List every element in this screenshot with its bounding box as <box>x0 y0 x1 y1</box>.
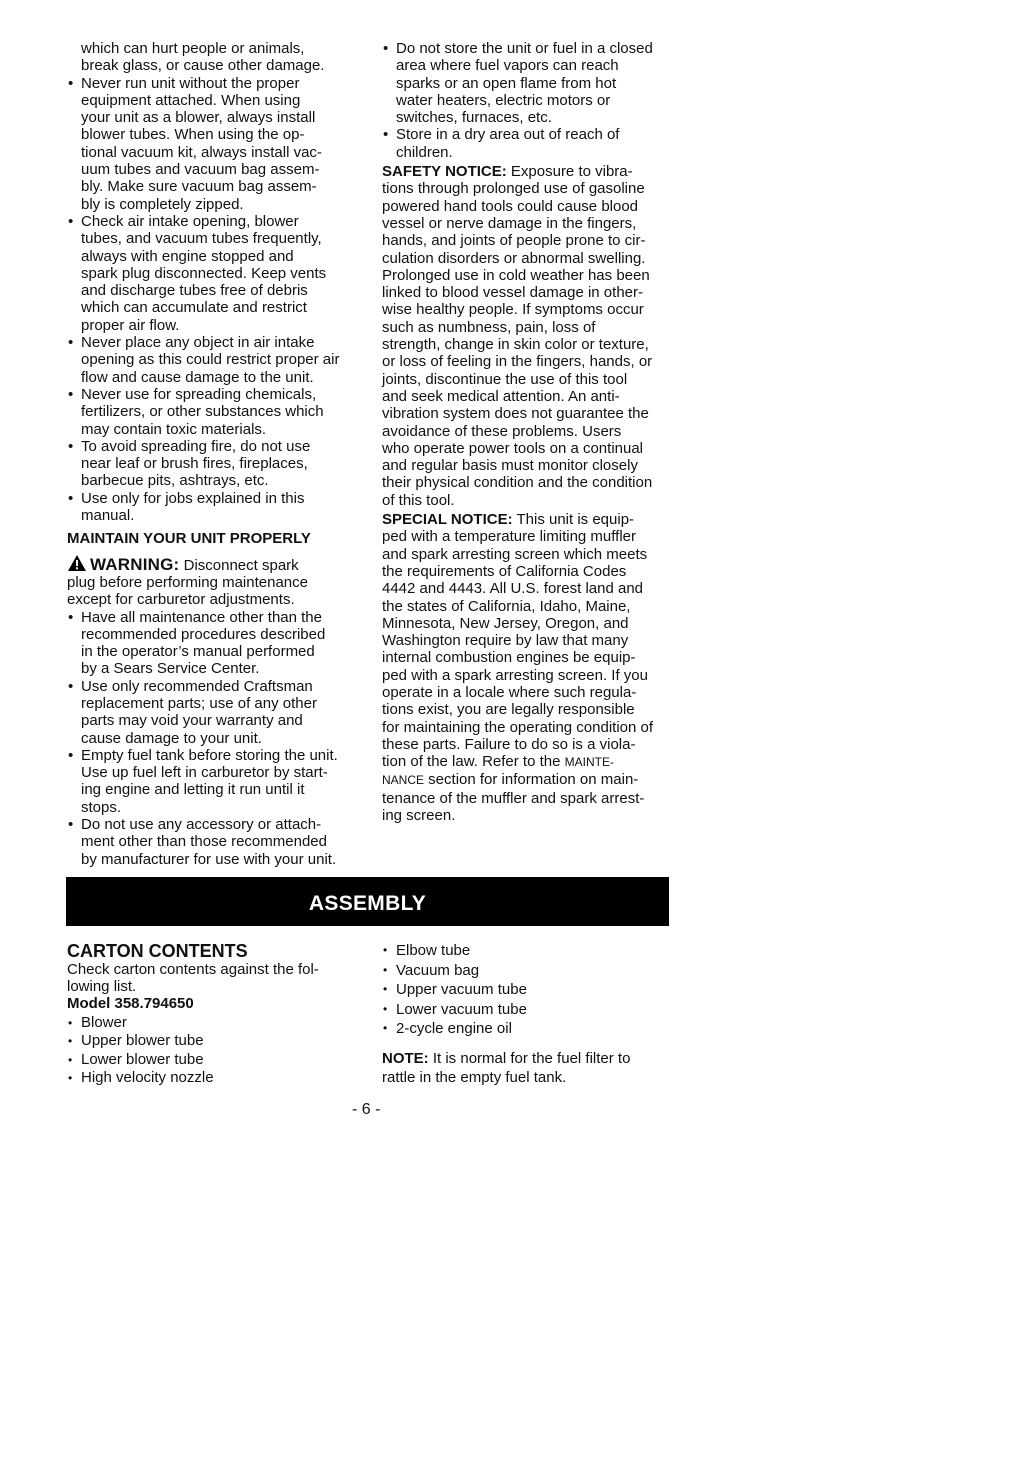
text-line: for maintaining the operating condition of <box>382 718 654 736</box>
text-line: • Empty fuel tank before storing the unit. <box>81 746 338 764</box>
maintenance-ref-2: NANCE <box>382 773 425 788</box>
warning-row <box>67 554 359 574</box>
text-line: or loss of feeling in the fingers, hands, or <box>382 353 653 371</box>
text-line: water heaters, electric motors or <box>396 91 611 109</box>
text-line: and seek medical attention. An anti- <box>382 387 620 405</box>
text-line: culation disorders or abnormal swelling. <box>382 249 646 267</box>
text-line: • Use only recommended Craftsman <box>81 677 313 695</box>
text-line: cause damage to your unit. <box>81 729 262 747</box>
text-line: manual. <box>81 507 135 525</box>
text-line: uum tubes and vacuum bag assem- <box>81 161 320 179</box>
safety-notice-label: SAFETY NOTICE: <box>382 163 507 181</box>
special-notice-label: SPECIAL NOTICE: <box>382 511 513 529</box>
text-line: It is normal for the fuel filter to <box>432 1049 631 1067</box>
text-line: recommended procedures described <box>81 625 326 643</box>
list-item: • Elbow tube <box>382 941 682 961</box>
text-line: switches, furnaces, etc. <box>396 109 552 127</box>
list-item: • Lower blower tube <box>67 1051 367 1070</box>
list-item: • Blower <box>67 1014 367 1033</box>
text-line: fertilizers, or other substances which <box>81 403 324 421</box>
text-line: and spark arresting screen which meets <box>382 545 648 563</box>
text-line: of this tool. <box>382 491 455 509</box>
list-item <box>67 609 359 678</box>
text-line: operate in a locale where such regula- <box>382 683 637 701</box>
text-line: near leaf or brush fires, fireplaces, <box>81 455 308 473</box>
text-line: their physical condition and the condition <box>382 474 653 492</box>
intro-line-2: break glass, or cause other damage. <box>81 57 325 75</box>
text-line: parts may void your warranty and <box>81 712 303 730</box>
assembly-banner: ASSEMBLY <box>66 877 669 926</box>
text-line: always with engine stopped and <box>81 247 294 265</box>
text-line: tional vacuum kit, always install vac- <box>81 143 322 161</box>
text-line: • Use only for jobs explained in this <box>81 489 305 507</box>
text-line: sparks or an open flame from hot <box>396 74 617 92</box>
text-line: bly. Make sure vacuum bag assem- <box>81 178 317 196</box>
text-line: may contain toxic materials. <box>81 420 267 438</box>
list-item: • Upper blower tube <box>67 1032 367 1051</box>
model-number: Model 358.794650 <box>67 995 194 1012</box>
text-line: the states of California, Idaho, Maine, <box>382 597 631 615</box>
text-line: and regular basis must monitor closely <box>382 457 638 475</box>
text-line: tions exist, you are legally responsible <box>382 701 635 719</box>
warning-text-1: Disconnect spark <box>183 556 299 574</box>
carton-contents-left <box>67 941 367 1088</box>
list-item <box>67 678 359 747</box>
text-line: tions through prolonged use of gasoline <box>382 180 645 198</box>
text-line: children. <box>396 143 453 161</box>
list-item <box>67 490 359 525</box>
text-line: the requirements of California Codes <box>382 562 627 580</box>
text-line: ing engine and letting it run until it <box>81 781 305 799</box>
list-item <box>382 126 674 161</box>
text-line: vessel or nerve damage in the fingers, <box>382 214 637 232</box>
text-line: ped with a spark arresting screen. If you <box>382 666 648 684</box>
text-line: tenance of the muffler and spark arrest- <box>382 789 645 807</box>
note-line-2: rattle in the empty fuel tank. <box>382 1068 567 1086</box>
text-line: Use up fuel left in carburetor by start- <box>81 764 328 782</box>
text-line: • Have all maintenance other than the <box>81 608 322 626</box>
list-item <box>67 213 359 334</box>
text-line: tubes, and vacuum tubes frequently, <box>81 230 322 248</box>
list-item <box>382 40 674 126</box>
note-line-1 <box>382 1050 682 1069</box>
text-line: section for information on main- <box>424 771 639 789</box>
text-line: tion of the law. Refer to the <box>382 753 565 771</box>
special-notice <box>382 511 674 824</box>
text-line: and discharge tubes free of debris <box>81 282 308 300</box>
list-item <box>67 75 359 213</box>
text-line: • Do not store the unit or fuel in a closed <box>396 40 653 57</box>
text-line: 4442 and 4443. All U.S. forest land and <box>382 580 644 598</box>
text-line: hands, and joints of people prone to cir- <box>382 232 646 250</box>
text-line: Prolonged use in cold weather has been <box>382 266 650 284</box>
note-label: NOTE: <box>382 1049 429 1067</box>
warning-triangle-icon <box>67 554 87 572</box>
list-item <box>67 747 359 816</box>
text-line: joints, discontinue the use of this tool <box>382 370 628 388</box>
text-line: vibration system does not guarantee the <box>382 405 649 423</box>
text-line: strength, change in skin color or texture, <box>382 336 649 354</box>
warning-text-2: plug before performing maintenance <box>67 573 308 591</box>
text-line: these parts. Failure to do so is a viola- <box>382 735 636 753</box>
page-number: - 6 - <box>352 1101 381 1118</box>
text-line: ped with a temperature limiting muffler <box>382 528 637 546</box>
carton-text-2: lowing list. <box>67 978 137 995</box>
carton-contents-right <box>382 941 682 1087</box>
text-line: avoidance of these problems. Users <box>382 422 622 440</box>
text-line: your unit as a blower, always install <box>81 109 316 127</box>
carton-contents-title: CARTON CONTENTS <box>67 941 248 961</box>
text-line: equipment attached. When using <box>81 91 301 109</box>
special-tail-line-2 <box>382 771 674 789</box>
text-line: who operate power tools on a continual <box>382 439 644 457</box>
text-line: bly is completely zipped. <box>81 195 244 213</box>
text-line: • Do not use any accessory or attach- <box>81 816 322 834</box>
safety-notice <box>382 163 674 509</box>
list-item: • Vacuum bag <box>382 961 682 981</box>
text-line: ment other than those recommended <box>81 833 327 851</box>
list-item: • High velocity nozzle <box>67 1069 367 1088</box>
text-line: • Never run unit without the proper <box>81 74 300 92</box>
list-item: • Lower vacuum tube <box>382 1000 682 1020</box>
list-item: • 2-cycle engine oil <box>382 1019 682 1039</box>
text-line: • To avoid spreading fire, do not use <box>81 437 311 455</box>
text-line: stops. <box>81 798 122 816</box>
warning-text-3: except for carburetor adjustments. <box>67 591 295 609</box>
text-line: powered hand tools could cause blood <box>382 197 639 215</box>
text-line: area where fuel vapors can reach <box>396 57 619 75</box>
left-column <box>67 40 359 868</box>
text-line: Exposure to vibra- <box>510 163 633 181</box>
text-line: by a Sears Service Center. <box>81 660 260 678</box>
text-line: proper air flow. <box>81 316 180 334</box>
text-line: Washington require by law that many <box>382 632 629 650</box>
text-line: in the operator’s manual performed <box>81 643 315 661</box>
text-line: by manufacturer for use with your unit. <box>81 850 337 868</box>
list-item <box>67 386 359 438</box>
list-item <box>67 334 359 386</box>
text-line: replacement parts; use of any other <box>81 694 317 712</box>
text-line: • Store in a dry area out of reach of <box>396 126 620 144</box>
carton-text-1: Check carton contents against the fol- <box>67 961 319 978</box>
text-line: barbecue pits, ashtrays, etc. <box>81 472 269 490</box>
text-line: This unit is equip- <box>516 511 635 529</box>
text-line: flow and cause damage to the unit. <box>81 368 314 386</box>
special-first-line <box>382 511 674 528</box>
list-item <box>67 438 359 490</box>
text-line: spark plug disconnected. Keep vents <box>81 264 327 282</box>
text-line: • Never use for spreading chemicals, <box>81 385 317 403</box>
text-line: blower tubes. When using the op- <box>81 126 305 144</box>
text-line: wise healthy people. If symptoms occur <box>382 301 644 319</box>
text-line: • Never place any object in air intake <box>81 334 315 352</box>
text-line: linked to blood vessel damage in other- <box>382 284 643 302</box>
list-item <box>67 816 359 868</box>
special-tail-line <box>382 753 674 771</box>
text-line: such as numbness, pain, loss of <box>382 318 596 336</box>
maintain-heading: MAINTAIN YOUR UNIT PROPERLY <box>67 530 311 548</box>
list-item: • Upper vacuum tube <box>382 980 682 1000</box>
warning-label: WARNING: <box>90 554 180 574</box>
maintenance-ref-1: MAINTE- <box>564 755 614 770</box>
safety-first-line <box>382 163 674 180</box>
text-line: • Check air intake opening, blower <box>81 212 299 230</box>
right-column <box>382 40 674 824</box>
text-line: Minnesota, New Jersey, Oregon, and <box>382 614 629 632</box>
text-line: internal combustion engines be equip- <box>382 649 636 667</box>
text-line: which can accumulate and restrict <box>81 299 307 317</box>
text-line: opening as this could restrict proper air <box>81 351 340 369</box>
intro-line-1: which can hurt people or animals, <box>81 40 305 57</box>
text-line: ing screen. <box>382 807 456 825</box>
